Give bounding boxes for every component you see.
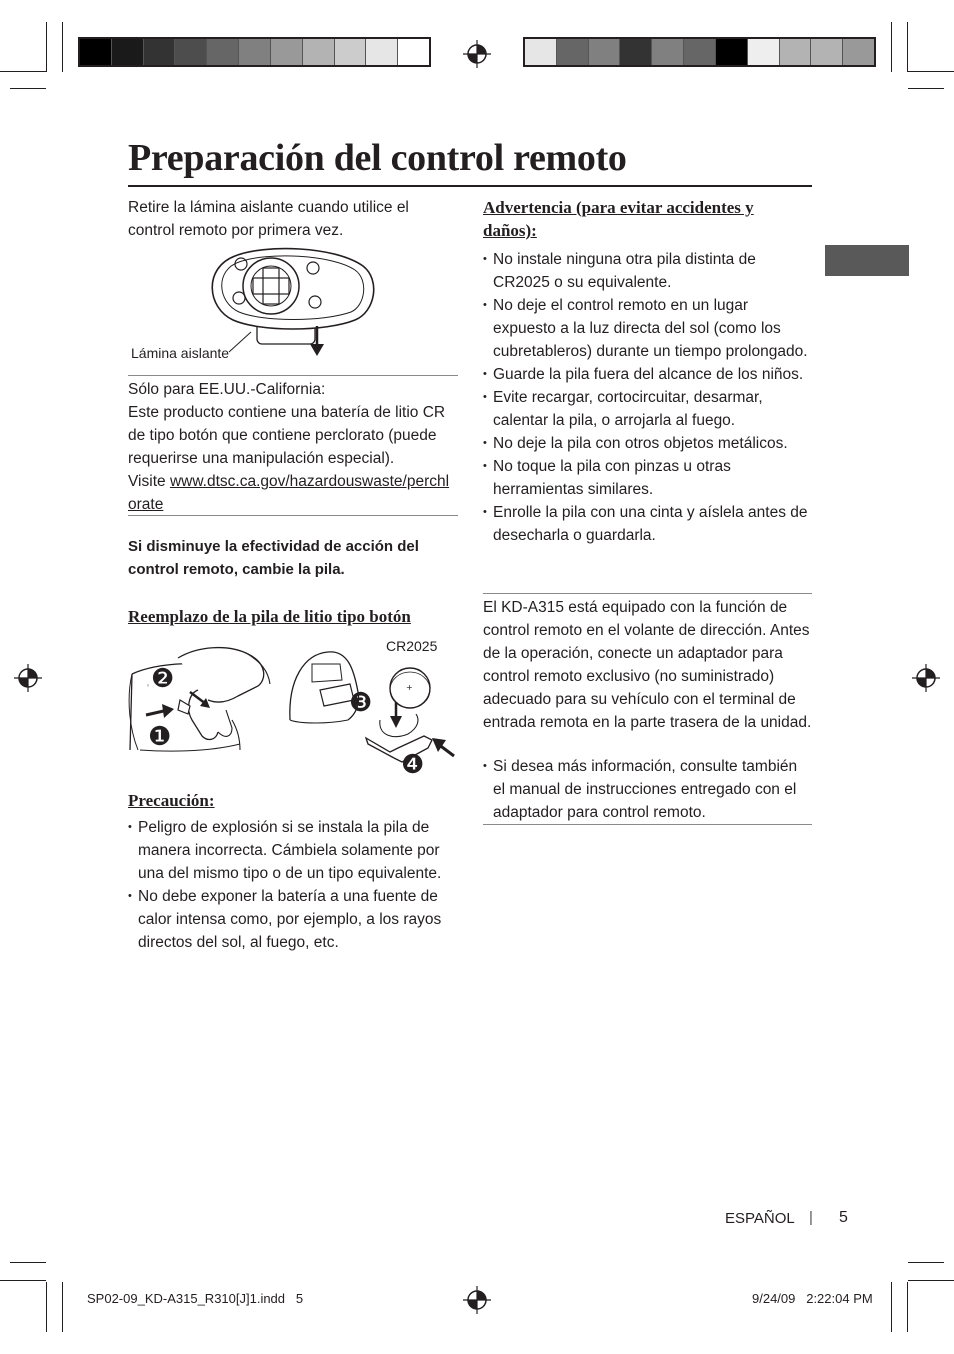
california-notice (128, 378, 453, 516)
footer-timestamp: 9/24/09 2:22:04 PM (752, 1291, 873, 1306)
intro-text: Retire la lámina aislante cuando utilice el control remoto por primera vez. (128, 199, 409, 239)
registration-target-icon (14, 664, 42, 692)
footer-file-name: SP02-09_KD-A315_R310[J]1.indd 5 (87, 1291, 304, 1306)
color-swatch (652, 39, 684, 65)
divider (483, 593, 812, 594)
list-item: • No debe exponer la batería a una fuente de calor intensa como, por ejemplo, a los rayos directos del sol, al fuego, etc. (128, 885, 453, 954)
crop-mark (0, 71, 46, 72)
color-swatch (112, 39, 144, 65)
color-swatch (525, 39, 557, 65)
color-swatch (239, 39, 271, 65)
precaution-heading: Precaución: (128, 791, 215, 810)
color-swatch (748, 39, 780, 65)
color-swatch (207, 39, 239, 65)
color-swatch (684, 39, 716, 65)
color-bar-right (523, 37, 876, 67)
page-title: Preparación del control remoto (128, 137, 627, 179)
crop-mark (0, 1280, 46, 1281)
crop-mark (908, 1280, 954, 1281)
step-3-marker: ❸ (349, 688, 373, 718)
color-swatch (557, 39, 589, 65)
warning-heading: Advertencia (para evitar accidentes y daños): (483, 198, 754, 240)
registration-target-icon (463, 40, 491, 68)
color-swatch (843, 39, 874, 65)
list-item: • Evite recargar, cortocircuitar, desarmar, calentar la pila, o arrojarla al fuego. (483, 386, 808, 432)
color-swatch (144, 39, 176, 65)
step-2-marker: ❷ (151, 664, 175, 694)
list-item: • No instale ninguna otra pila distinta de CR2025 o su equivalente. (483, 248, 808, 294)
footer-language: ESPAÑOL (725, 1210, 795, 1227)
crop-mark (907, 1282, 908, 1332)
registration-target-icon (912, 664, 940, 692)
crop-mark (10, 88, 46, 89)
color-swatch (716, 39, 748, 65)
color-swatch (620, 39, 652, 65)
color-swatch (335, 39, 367, 65)
insulation-sheet-label: Lámina aislante (131, 345, 230, 361)
step-1-marker: ❶ (148, 722, 172, 752)
steering-remote-text: El KD-A315 está equipado con la función de control remoto en el volante de dirección. Antes de la operación, conecte un adaptador para control remoto exclusivo (no suministrado) adecuado para su vehículo con el terminal de entrada remota en la parte trasera de la unidad. (483, 599, 812, 731)
steering-remote-list (483, 755, 808, 824)
visit-label: Visite (128, 473, 170, 490)
title-rule (128, 185, 812, 187)
registration-target-icon (463, 1286, 491, 1314)
crop-mark (46, 22, 47, 72)
color-swatch (398, 39, 429, 65)
warning-list (483, 248, 808, 547)
california-visit (128, 470, 453, 516)
california-body: Este producto contiene una batería de litio CR de tipo botón que contiene perclorato (puede requerirse una manipulación especial). (128, 404, 446, 467)
list-item: • Enrolle la pila con una cinta y aíslela antes de desecharla o guardarla. (483, 501, 808, 547)
perchlorate-link[interactable]: www.dtsc.ca.gov/hazardouswaste/perchlorate (128, 473, 450, 513)
crop-mark (907, 22, 908, 72)
color-swatch (589, 39, 621, 65)
battery-replace-heading: Reemplazo de la pila de litio tipo botón (128, 607, 411, 626)
list-item: • Si desea más información, consulte también el manual de instrucciones entregado con el adaptador para control remoto. (483, 755, 808, 824)
color-bar-left (78, 37, 431, 67)
step-4-marker: ❹ (401, 750, 425, 780)
crop-mark (62, 1282, 63, 1332)
color-swatch (175, 39, 207, 65)
list-item: • Guarde la pila fuera del alcance de los niños. (483, 363, 808, 386)
precaution-list (128, 816, 453, 954)
list-item: • No toque la pila con pinzas u otras herramientas similares. (483, 455, 808, 501)
svg-text:+: + (406, 683, 413, 692)
color-swatch (271, 39, 303, 65)
language-tab (825, 245, 909, 276)
california-title: Sólo para EE.UU.-California: (128, 381, 326, 398)
list-item: • Peligro de explosión si se instala la pila de manera incorrecta. Cámbiela solamente por una del mismo tipo o de un tipo equivalente. (128, 816, 453, 885)
crop-mark (10, 1262, 46, 1263)
remote-insulation-illustration (205, 246, 380, 358)
divider (483, 824, 812, 825)
crop-mark (908, 71, 954, 72)
svg-text:◦: ◦ (146, 682, 151, 690)
crop-mark (62, 22, 63, 72)
crop-mark (908, 88, 944, 89)
crop-mark (46, 1282, 47, 1332)
page-number: 5 (839, 1209, 848, 1226)
list-item: • No deje la pila con otros objetos metálicos. (483, 432, 808, 455)
color-swatch (811, 39, 843, 65)
color-swatch (780, 39, 812, 65)
divider (128, 375, 458, 376)
battery-note: Si disminuye la efectividad de acción del control remoto, cambie la pila. (128, 538, 419, 578)
divider (128, 515, 458, 516)
footer-separator: | (809, 1209, 813, 1226)
crop-mark (908, 1262, 944, 1263)
crop-mark (891, 1282, 892, 1332)
list-item: • No deje el control remoto en un lugar expuesto a la luz directa del sol (como los cubretableros) durante un tiempo prolongado. (483, 294, 808, 363)
color-swatch (80, 39, 112, 65)
color-swatch (303, 39, 335, 65)
crop-mark (891, 22, 892, 72)
battery-type-label: CR2025 (386, 638, 438, 654)
color-swatch (366, 39, 398, 65)
